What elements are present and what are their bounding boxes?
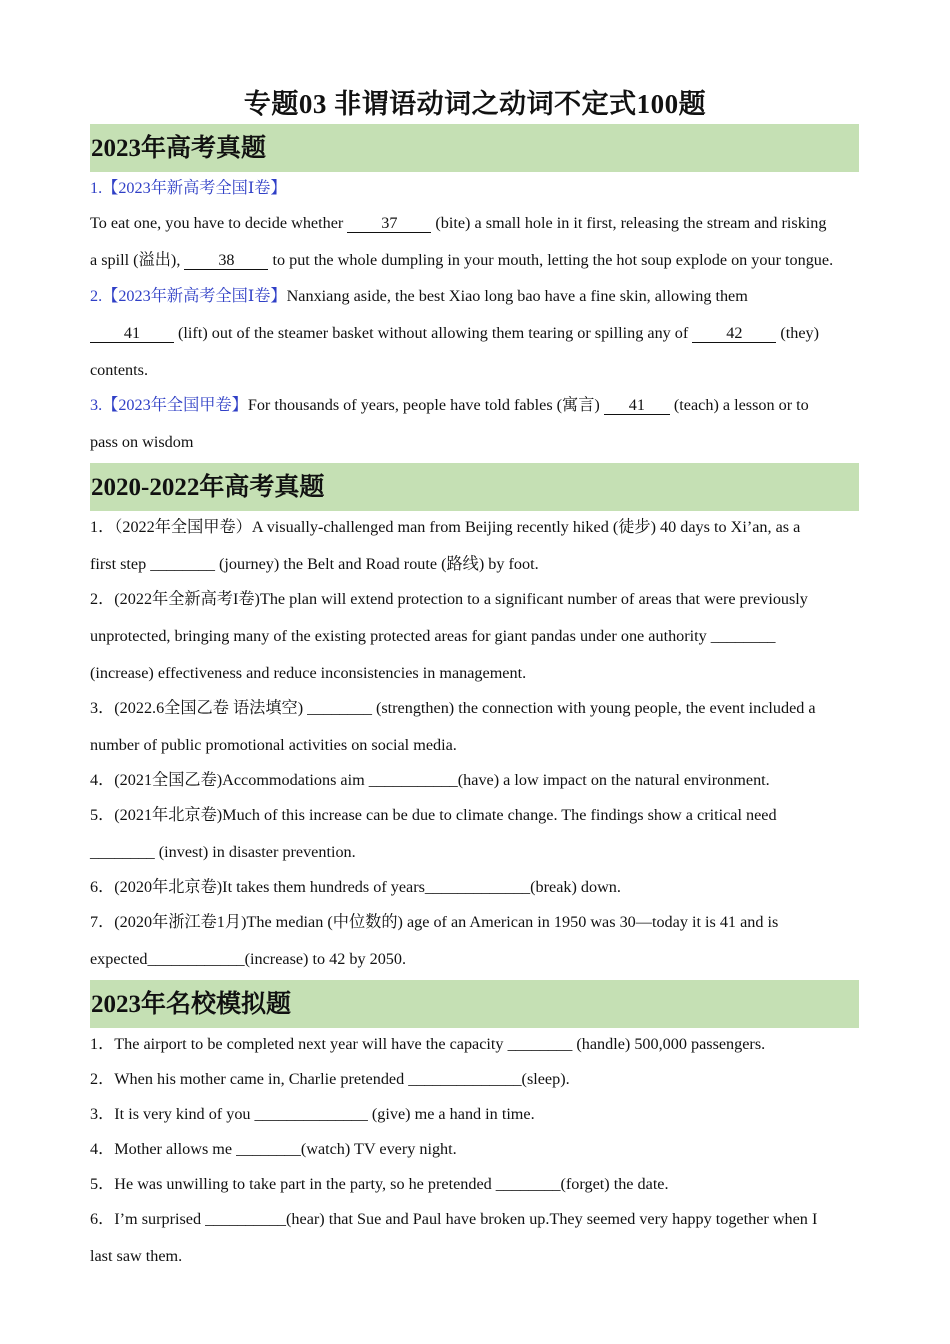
question-text-line: 5．He was unwilling to take part in the party, so he pretended ________(forget) the date. <box>90 1175 669 1193</box>
question-text-line: contents. <box>90 361 148 379</box>
section-heading-2023-exam: 2023年高考真题 <box>90 124 859 172</box>
question-text-line: 7．(2020年浙江卷1月)The median (中位数的) age of an American in 1950 was 30—today it is 41 and is <box>90 913 779 931</box>
question-text-line: 2．(2022年全新高考I卷)The plan will extend protection to a significant number of areas that were previously <box>90 590 808 608</box>
text-span: (they) <box>776 324 820 342</box>
question-text-line: 4．(2021全国乙卷)Accommodations aim ___________(have) a low impact on the natural environment. <box>90 771 770 789</box>
page-title: 专题03 非谓语动词之动词不定式100题 <box>243 89 707 119</box>
question-text-line: (increase) effectiveness and reduce inconsistencies in management. <box>90 664 527 682</box>
question-text-line: number of public promotional activities on social media. <box>90 736 457 754</box>
question-text-line: 4．Mother allows me ________(watch) TV every night. <box>90 1140 457 1158</box>
text-span: (bite) a small hole in it first, releasing the stream and risking <box>431 214 827 232</box>
question-text-line <box>90 213 865 233</box>
question-text-line: 2．When his mother came in, Charlie pretended ______________(sleep). <box>90 1070 570 1088</box>
answer-blank: 41 <box>90 324 174 343</box>
question-label: 2.【2023年新高考全国Ⅰ卷】 <box>90 287 287 305</box>
question-text-line: expected____________(increase) to 42 by 2050. <box>90 950 407 968</box>
answer-blank: 38 <box>184 251 268 270</box>
text-span: to put the whole dumpling in your mouth, letting the hot soup explode on your tongue. <box>268 251 834 269</box>
question-text-line: first step ________ (journey) the Belt and Road route (路线) by foot. <box>90 555 539 573</box>
question-text-line: ________ (invest) in disaster prevention. <box>90 843 356 861</box>
text-span: For thousands of years, people have told fables (寓言) <box>247 396 604 414</box>
question-text-line <box>90 250 865 270</box>
text-span: Nanxiang aside, the best Xiao long bao have a fine skin, allowing them <box>286 287 748 305</box>
question-text-line: 3．It is very kind of you ______________ (give) me a hand in time. <box>90 1105 535 1123</box>
answer-blank: 41 <box>604 396 670 415</box>
section-heading-2020-2022-exam: 2020-2022年高考真题 <box>90 463 859 511</box>
question-text-line: pass on wisdom <box>90 433 194 451</box>
question-text-line: last saw them. <box>90 1247 183 1265</box>
text-span: (teach) a lesson or to <box>669 396 809 414</box>
question-text-line: 6．(2020年北京卷)It takes them hundreds of years_____________(break) down. <box>90 878 621 896</box>
question-text-line <box>90 395 865 415</box>
text-span: a spill (溢出), <box>90 251 185 269</box>
question-text-line <box>90 286 865 306</box>
question-text-line <box>90 323 865 343</box>
question-text-line: 5．(2021年北京卷)Much of this increase can be due to climate change. The findings show a critical need <box>90 806 777 824</box>
question-label: 1.【2023年新高考全国Ⅰ卷】 <box>90 179 287 197</box>
question-text-line: 6．I’m surprised __________(hear) that Sue and Paul have broken up.They seemed very happy together when I <box>90 1210 818 1228</box>
question-text-line: 3．(2022.6全国乙卷 语法填空) ________ (strengthen) the connection with young people, the event included a <box>90 699 816 717</box>
text-span: (lift) out of the steamer basket without allowing them tearing or spilling any of <box>174 324 693 342</box>
question-text-line: 1．（2022年全国甲卷）A visually-challenged man from Beijing recently hiked (徒步) 40 days to Xi’an, as a <box>90 518 801 536</box>
text-span: To eat one, you have to decide whether <box>90 214 348 232</box>
answer-blank: 37 <box>347 214 431 233</box>
question-text-line: 1．The airport to be completed next year will have the capacity ________ (handle) 500,000 passengers. <box>90 1035 766 1053</box>
section-heading-2023-mock: 2023年名校模拟题 <box>90 980 859 1028</box>
question-text-line: unprotected, bringing many of the existing protected areas for giant pandas under one authority ________ <box>90 627 776 645</box>
answer-blank: 42 <box>692 324 776 343</box>
question-label: 3.【2023年全国甲卷】 <box>90 396 248 414</box>
